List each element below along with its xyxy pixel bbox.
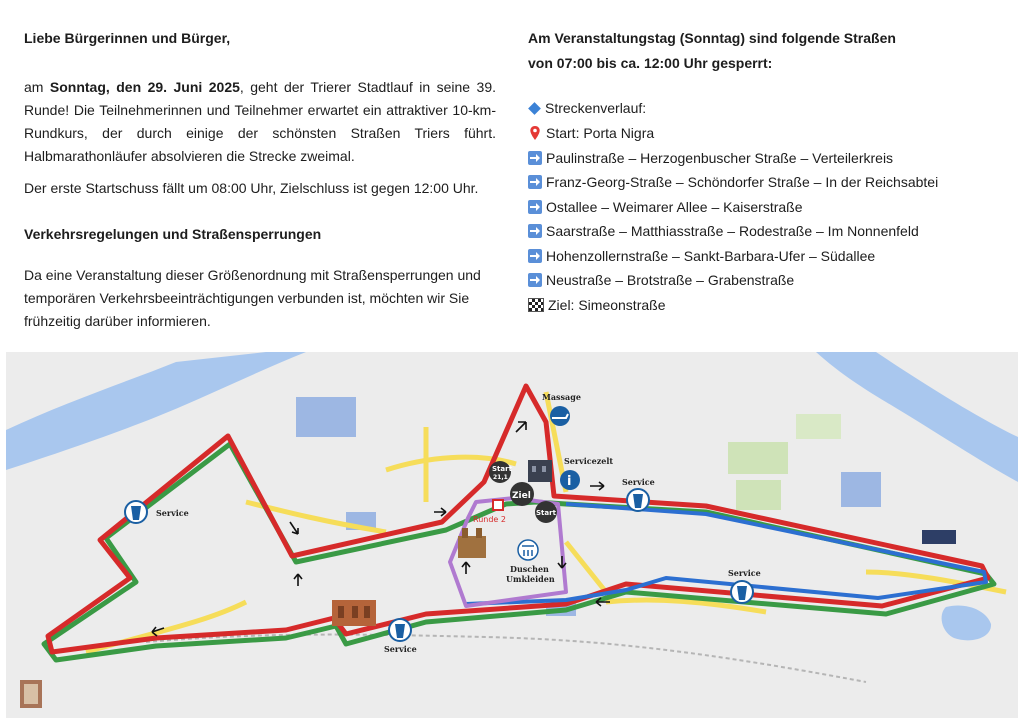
- intro-paragraph: [24, 76, 496, 168]
- park: [728, 442, 788, 474]
- route-item-text: Ziel: Simeonstraße: [548, 297, 666, 313]
- service-label: Service: [728, 568, 761, 578]
- building-block: [296, 397, 356, 437]
- service-label: Service: [622, 477, 655, 487]
- intro-text-post: , geht der Trierer Stadtlauf in seine 39. Runde! Die Teilnehmerinnen und Teilnehmer erwartet ein attraktiver 10-km-Rundkurs, der durch einige der schönsten Straßen Triers führt. Halbmarathonläufer absolvieren die Strecke zweimal.: [24, 79, 496, 164]
- porta-nigra-landmark-icon: [528, 460, 552, 482]
- arrow-right-icon: [528, 200, 542, 214]
- building-block: [841, 472, 881, 507]
- pin-icon: [528, 125, 542, 141]
- arrow-right-icon: [528, 273, 542, 287]
- route-list-item: [528, 174, 938, 190]
- start-label: Start: [536, 509, 556, 517]
- duschen-label-1: Duschen: [510, 564, 549, 574]
- start-hm-label-1: Start: [492, 465, 512, 473]
- massage-label: Massage: [542, 392, 581, 402]
- service-label: Service: [384, 644, 417, 654]
- event-date: Sonntag, den 29. Juni 2025: [49, 79, 240, 95]
- arrow-right-icon: [528, 151, 542, 165]
- closures-heading-line2: von 07:00 bis ca. 12:00 Uhr gesperrt:: [528, 55, 773, 71]
- service-label: Service: [156, 508, 189, 518]
- kaiserthermen-landmark-icon: [332, 600, 376, 626]
- town-crest-icon: [20, 680, 42, 708]
- park: [796, 414, 841, 439]
- arrow-right-icon: [528, 175, 542, 189]
- start-hm-label-2: 21,1: [493, 474, 508, 481]
- svg-text:i: i: [567, 474, 572, 489]
- arrow-right-icon: [528, 249, 542, 263]
- park: [736, 480, 781, 510]
- route-item-text: Neustraße – Brotstraße – Grabenstraße: [546, 272, 795, 288]
- route-item-text: Start: Porta Nigra: [546, 125, 655, 141]
- route-map[interactable]: [6, 352, 1018, 718]
- intro-text-pre: am: [24, 79, 50, 95]
- route-list-item: [528, 272, 794, 288]
- start-marker: [535, 501, 557, 523]
- route-list-item: [528, 199, 803, 215]
- checkered-flag-icon: [528, 298, 544, 312]
- route-list-item: [528, 297, 665, 313]
- route-item-text: Hohenzollernstraße – Sankt-Barbara-Ufer – Südallee: [546, 248, 876, 264]
- runde2-label: Runde 2: [473, 515, 506, 524]
- route-list-item: [528, 150, 893, 166]
- route-list-item: [528, 248, 875, 264]
- servicezelt-label: Servicezelt: [564, 456, 614, 466]
- route-list-item: [528, 100, 646, 116]
- route-list-item: [528, 125, 654, 141]
- arena-landmark-icon: [922, 530, 956, 544]
- start-time-paragraph: Der erste Startschuss fällt um 08:00 Uhr, Zielschluss ist gegen 12:00 Uhr.: [24, 180, 479, 196]
- traffic-heading: Verkehrsregelungen und Straßensperrungen: [24, 226, 322, 242]
- greeting: Liebe Bürgerinnen und Bürger,: [24, 30, 231, 46]
- route-item-text: Saarstraße – Matthiasstraße – Rodestraße – Im Nonnenfeld: [546, 223, 919, 239]
- route-item-text: Franz-Georg-Straße – Schöndorfer Straße – In der Reichsabtei: [546, 174, 939, 190]
- route-item-text: Paulinstraße – Herzogenbuscher Straße – Verteilerkreis: [546, 150, 894, 166]
- arrow-right-icon: [528, 224, 542, 238]
- route-item-text: Ostallee – Weimarer Allee – Kaiserstraße: [546, 199, 803, 215]
- closures-heading-line1: Am Veranstaltungstag (Sonntag) sind folgende Straßen: [528, 30, 896, 46]
- duschen-label-2: Umkleiden: [506, 574, 555, 584]
- traffic-paragraph: Da eine Veranstaltung dieser Größenordnung mit Straßensperrungen und temporären Verkehrsbeeinträchtigungen verbunden ist, möchten wir Sie frühzeitig darüber informieren.: [24, 267, 481, 329]
- diamond-icon: [528, 102, 541, 115]
- ziel-marker: [510, 482, 534, 506]
- ziel-label: Ziel: [512, 491, 531, 501]
- route-list-item: [528, 223, 919, 239]
- route-item-text: Streckenverlauf:: [545, 100, 647, 116]
